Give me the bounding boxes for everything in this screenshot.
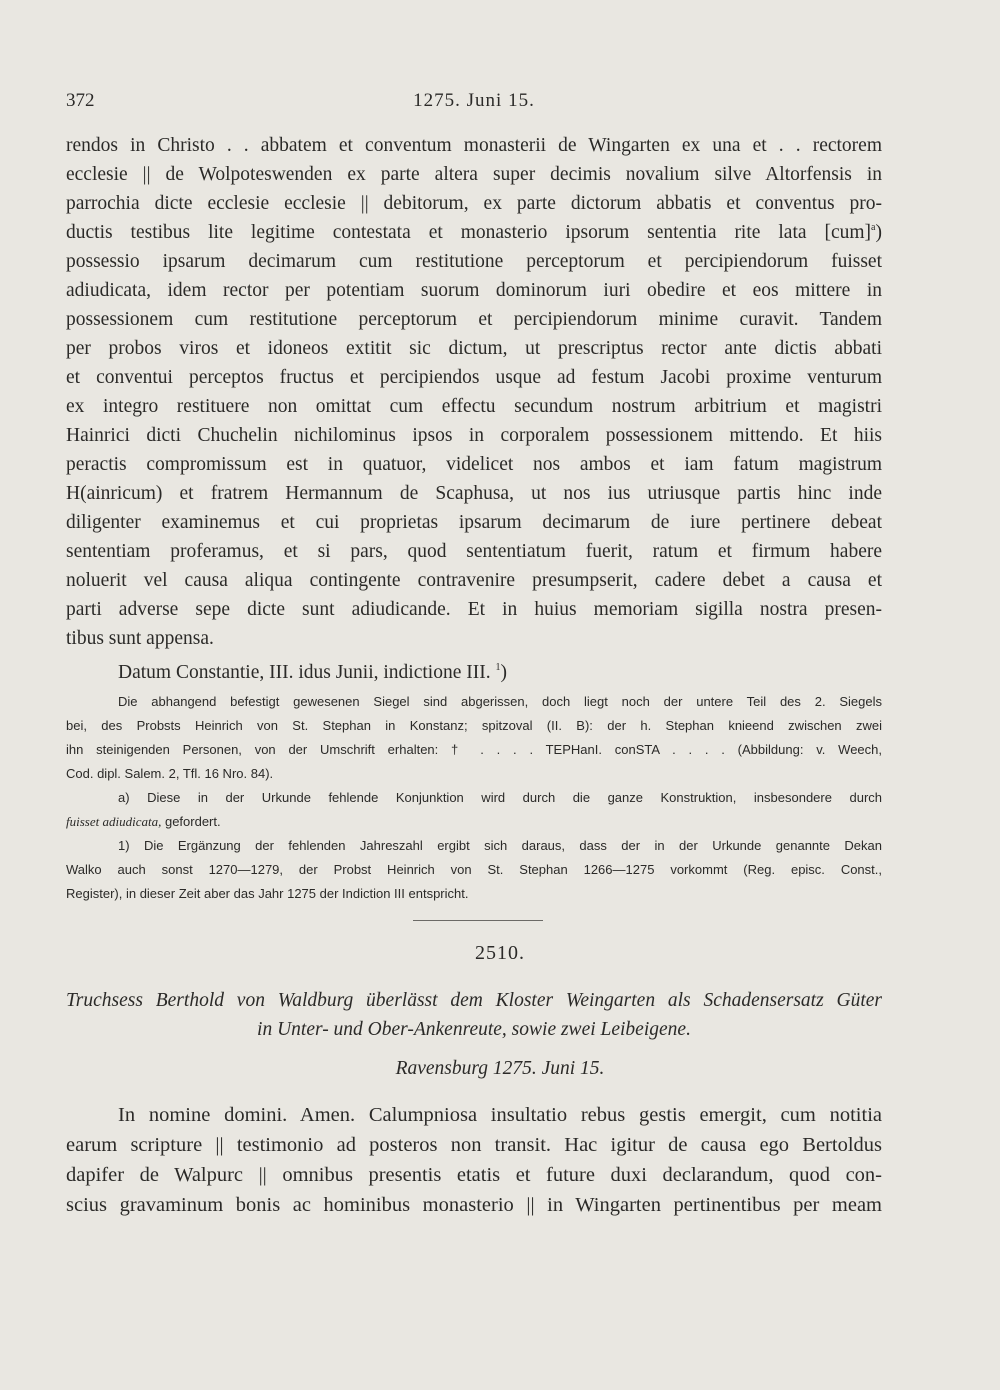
- document-number: 2510.: [475, 942, 525, 964]
- footnote-marker-paren: ): [500, 662, 507, 683]
- footnote-1: [66, 834, 882, 906]
- text-line-content: ductis testibus lite legitime contestata et monasterio ipsorum sententia rite lata [cum]: [66, 222, 872, 243]
- text-line: adiudicata, idem rector per potentiam suorum dominorum iuri obedire et eos mittere in: [66, 280, 882, 301]
- text-line: [66, 218, 882, 247]
- text-line: In nomine domini. Amen. Calumpniosa insultatio rebus gestis emergit, cum notitia: [118, 1104, 882, 1126]
- note-line: Walko auch sonst 1270—1279, der Probst Heinrich von St. Stephan 1266—1275 vorkommt (Reg. episc. Const.,: [66, 862, 882, 877]
- note-line: a) Diese in der Urkunde fehlende Konjunktion wird durch die ganze Konstruktion, insbesondere durch: [118, 790, 882, 805]
- text-line: earum scripture || testimonio ad posteros non transit. Hac igitur de causa ego Bertoldus: [66, 1134, 882, 1156]
- regest: [66, 986, 882, 1044]
- note-italic-phrase: fuisset adiudicata,: [66, 814, 162, 829]
- text-line: parti adverse sepe dicte sunt adiudicande. Et in huius memoriam sigilla nostra presen-: [66, 599, 882, 620]
- datum-text: Datum Constantie, III. idus Junii, indictione III.: [118, 662, 491, 683]
- note-line: Register), in dieser Zeit aber das Jahr 1275 der Indiction III entspricht.: [66, 886, 469, 901]
- note-line: bei, des Probsts Heinrich von St. Stephan in Konstanz; spitzoval (II. B): der h. Stephan knieend zwischen zwei: [66, 718, 882, 733]
- note-line: [66, 810, 882, 834]
- text-line: scius gravaminum bonis ac hominibus monasterio || in Wingarten pertinentibus per meam: [66, 1194, 882, 1216]
- seal-description: [66, 690, 882, 786]
- datum-line: [118, 658, 882, 687]
- footnote-marker-1: 1: [495, 662, 501, 673]
- section-divider: [413, 920, 543, 921]
- regest-line: Truchsess Berthold von Waldburg überlässt dem Kloster Weingarten als Schadensersatz Güter: [66, 990, 882, 1011]
- note-line: ihn steinigenden Personen, von der Umschrift erhalten: † . . . . TEPHanI. conSTA . . . . (Abbildung: v. Weech,: [66, 742, 882, 757]
- text-line: per probos viros et idoneos extitit sic dictum, ut prescriptus rector ante dictis abbati: [66, 338, 882, 359]
- text-line: parrochia dicte ecclesie ecclesie || debitorum, ex parte dictorum abbatis et conventus pro-: [66, 193, 882, 214]
- charter-text: [66, 1100, 882, 1220]
- note-line: Die abhangend befestigt gewesenen Siegel sind abgerissen, doch liegt noch der untere Teil des 2. Siegels: [118, 694, 882, 709]
- footnote-marker-a: a: [871, 222, 876, 233]
- text-line: et conventui perceptos fructus et percipiendos usque ad festum Jacobi proxime venturum: [66, 367, 882, 388]
- page-number: 372: [66, 90, 95, 111]
- text-line: H(ainricum) et fratrem Hermannum de Scaphusa, ut nos ius utriusque partis hinc inde: [66, 483, 882, 504]
- page-header: [66, 90, 882, 116]
- text-line: dapifer de Walpurc || omnibus presentis etatis et future duxi declarandum, quod con-: [66, 1164, 882, 1186]
- text-line: rendos in Christo . . abbatem et conventum monasterii de Wingarten ex una et . . rectorem: [66, 135, 882, 156]
- note-tail: gefordert.: [164, 814, 221, 829]
- text-line: Hainrici dicti Chuchelin nichilominus ipsos in corporalem possessionem mittendo. Et hiis: [66, 425, 882, 446]
- regest-line: in Unter- und Ober-Ankenreute, sowie zwei Leibeigene.: [257, 1019, 691, 1040]
- place-date: Ravensburg 1275. Juni 15.: [395, 1058, 605, 1079]
- critical-apparatus: [66, 690, 882, 906]
- running-head: 1275. Juni 15.: [413, 90, 535, 111]
- footnote-marker-paren: ): [875, 222, 882, 243]
- text-line: sententiam proferamus, et si pars, quod sententiatum fuerit, ratum et firmum habere: [66, 541, 882, 562]
- text-line: tibus sunt appensa.: [66, 628, 214, 649]
- text-line: diligenter examinemus et cui proprietas ipsarum decimarum de iure pertinere debeat: [66, 512, 882, 533]
- note-line: 1) Die Ergänzung der fehlenden Jahreszahl ergibt sich daraus, dass der in der Urkunde genannte Dekan: [118, 838, 882, 853]
- footnote-a: [66, 786, 882, 834]
- text-line: possessio ipsarum decimarum cum restitutione perceptorum et percipiendorum fuisset: [66, 251, 882, 272]
- text-line: possessionem cum restitutione perceptorum et percipiendorum minime curavit. Tandem: [66, 309, 882, 330]
- text-line: noluerit vel causa aliqua contingente contravenire presumpserit, cadere debet a causa et: [66, 570, 882, 591]
- text-line: ecclesie || de Wolpoteswenden ex parte altera super decimis novalium silve Altorfensis in: [66, 164, 882, 185]
- text-line: peractis compromissum est in quatuor, videlicet nos ambos et iam fatum magistrum: [66, 454, 882, 475]
- note-line: Cod. dipl. Salem. 2, Tfl. 16 Nro. 84).: [66, 766, 274, 781]
- text-line: ex integro restituere non omittat cum effectu secundum nostrum arbitrium et magistri: [66, 396, 882, 417]
- charter-continuation-text: [66, 131, 882, 653]
